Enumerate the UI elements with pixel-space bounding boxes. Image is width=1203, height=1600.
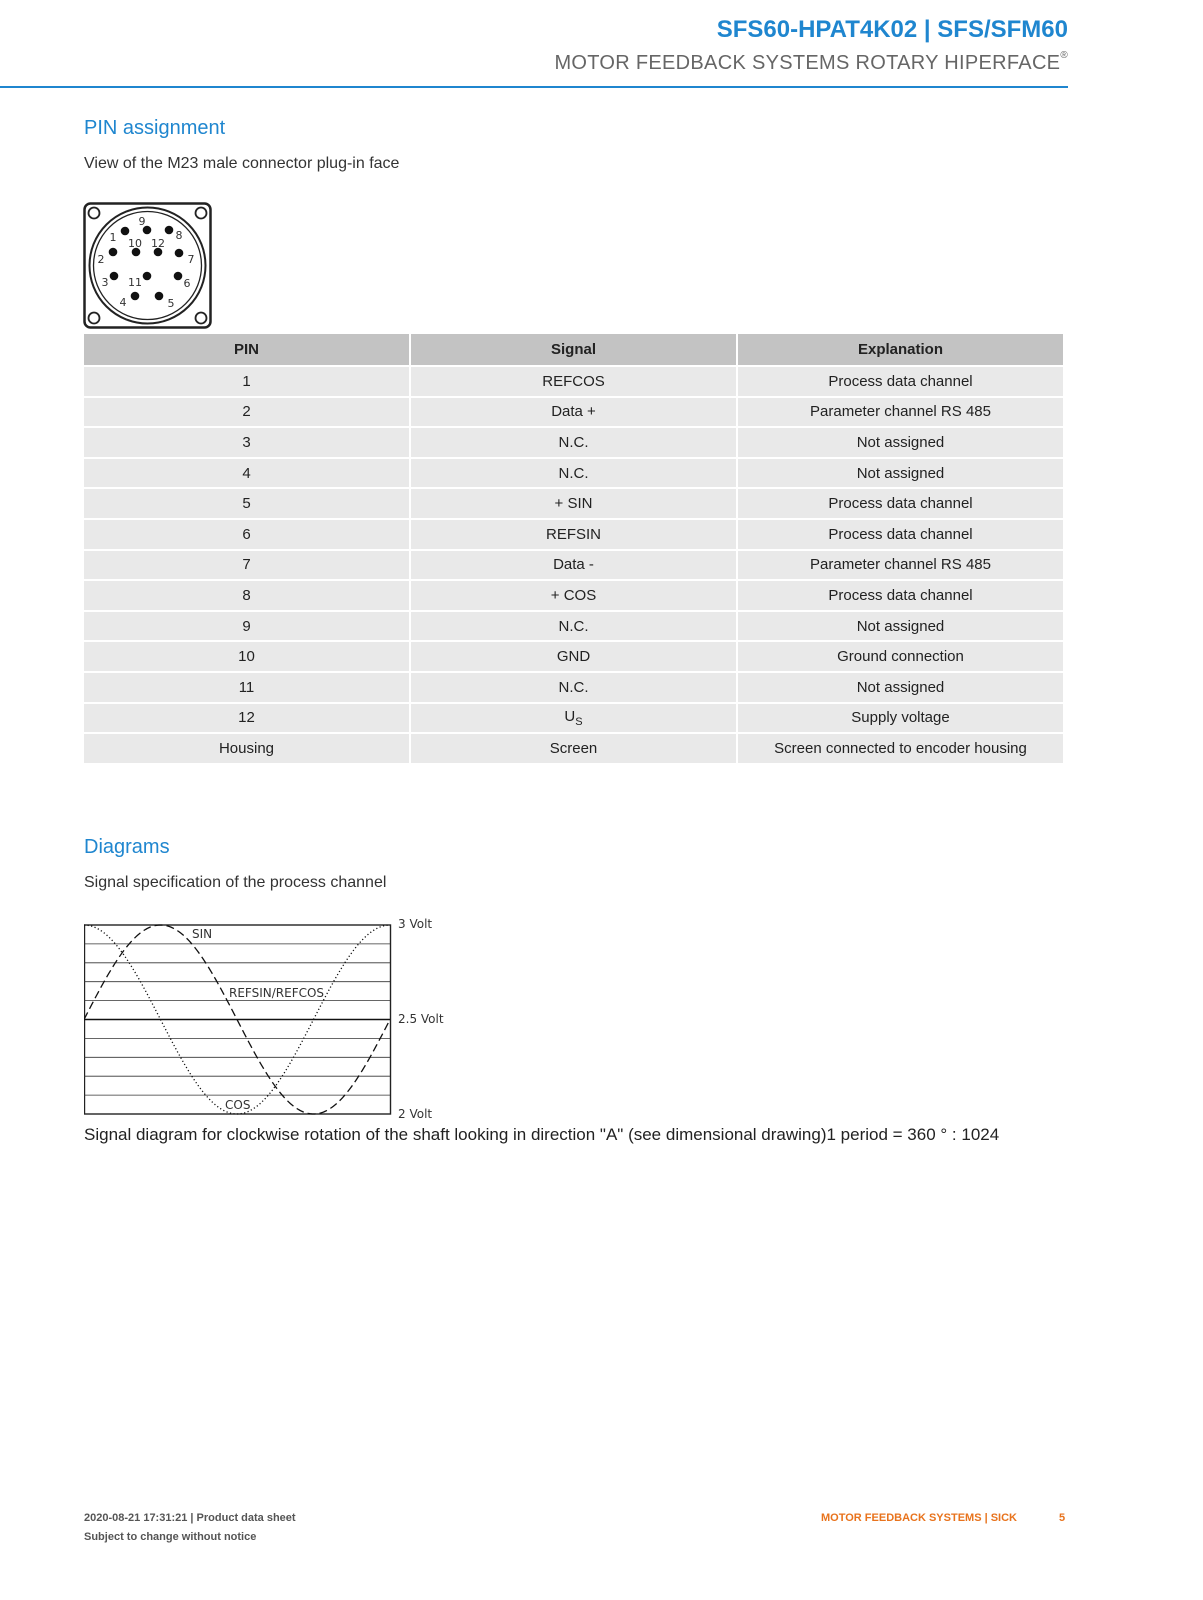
- pin-number-label: 2: [97, 253, 105, 266]
- series-label: REFSIN/REFCOS: [229, 986, 325, 1000]
- explanation-cell: Not assigned: [738, 428, 1063, 457]
- pin-3-contact: [110, 272, 119, 281]
- pin-assignment-title: PIN assignment: [84, 117, 226, 139]
- pin-cell: 7: [84, 551, 409, 580]
- pin-number-label: 1: [109, 231, 117, 244]
- pin-1-contact: [121, 227, 130, 236]
- signal-name: + COS: [550, 586, 597, 604]
- signal-cell: [411, 704, 736, 733]
- signal-name: N.C.: [558, 678, 589, 696]
- footer-disclaimer: Subject to change without notice: [84, 1531, 257, 1543]
- diagram-note: Signal diagram for clockwise rotation of the shaft looking in direction "A" (see dimensional drawing)1 period = 360 ° : 1024: [84, 1125, 1000, 1144]
- pin-6-contact: [174, 272, 183, 281]
- product-subtitle: [554, 52, 1068, 75]
- mounting-hole-bottom-right: [196, 313, 207, 324]
- diagrams-title: Diagrams: [84, 836, 170, 858]
- explanation-cell: Supply voltage: [738, 704, 1063, 733]
- signal-cell: [411, 520, 736, 549]
- pin-cell: 9: [84, 612, 409, 641]
- signal-subscript: S: [575, 715, 583, 728]
- signal-name: Data -: [553, 556, 594, 574]
- registered-mark: ®: [1060, 50, 1068, 61]
- table-row: [84, 734, 1063, 763]
- explanation-cell: Parameter channel RS 485: [738, 398, 1063, 427]
- explanation-cell: Not assigned: [738, 459, 1063, 488]
- pin-number-label: 8: [175, 229, 183, 242]
- pin-cell: 5: [84, 489, 409, 518]
- table-row: [84, 581, 1063, 610]
- table-row: [84, 704, 1063, 733]
- pin-cell: Housing: [84, 734, 409, 763]
- signal-name: N.C.: [558, 464, 589, 482]
- table-row: [84, 551, 1063, 580]
- pin-assignment-table: [82, 332, 1065, 765]
- signal-name: N.C.: [558, 617, 589, 635]
- y-tick-label: 2 Volt: [398, 1107, 433, 1121]
- signal-name: Data +: [551, 403, 596, 421]
- pin-cell: 3: [84, 428, 409, 457]
- signal-name: Screen: [549, 739, 598, 757]
- signal-name: U: [564, 707, 576, 725]
- column-header-pin: PIN: [84, 334, 409, 365]
- pin-number-label: 11: [128, 276, 142, 289]
- diagram-caption: Signal specification of the process channel: [84, 874, 387, 891]
- table-row: [84, 398, 1063, 427]
- signal-name: + SIN: [554, 495, 593, 513]
- pin-number-label: 6: [183, 277, 191, 290]
- explanation-cell: Process data channel: [738, 489, 1063, 518]
- explanation-cell: Screen connected to encoder housing: [738, 734, 1063, 763]
- signal-cell: [411, 367, 736, 396]
- pin-cell: 12: [84, 704, 409, 733]
- product-subtitle-text: MOTOR FEEDBACK SYSTEMS ROTARY HIPERFACE: [554, 52, 1061, 74]
- pin-number-label: 9: [138, 215, 146, 228]
- m23-connector-diagram: [83, 202, 213, 330]
- pin-2-contact: [109, 248, 118, 257]
- connector-caption: View of the M23 male connector plug-in face: [84, 155, 400, 172]
- pin-number-label: 10: [128, 237, 142, 250]
- pin-number-label: 4: [119, 296, 127, 309]
- pin-cell: 2: [84, 398, 409, 427]
- signal-cell: [411, 642, 736, 671]
- pin-number-label: 3: [101, 276, 109, 289]
- signal-cell: [411, 428, 736, 457]
- pin-7-contact: [175, 249, 184, 258]
- pin-number-label: 12: [151, 237, 165, 250]
- series-label: COS: [225, 1098, 251, 1112]
- table-row: [84, 489, 1063, 518]
- pin-cell: 4: [84, 459, 409, 488]
- pin-4-contact: [131, 292, 140, 301]
- pin-cell: 11: [84, 673, 409, 702]
- footer-brand: MOTOR FEEDBACK SYSTEMS | SICK: [821, 1512, 1018, 1524]
- table-row: [84, 459, 1063, 488]
- explanation-cell: Process data channel: [738, 581, 1063, 610]
- signal-cell: [411, 489, 736, 518]
- signal-name: N.C.: [558, 433, 589, 451]
- column-header-signal: Signal: [411, 334, 736, 365]
- page-number: 5: [1059, 1512, 1066, 1524]
- explanation-cell: Parameter channel RS 485: [738, 551, 1063, 580]
- footer-timestamp: 2020-08-21 17:31:21 | Product data sheet: [84, 1512, 296, 1524]
- signal-name: GND: [556, 648, 591, 666]
- mounting-hole-top-left: [89, 208, 100, 219]
- mounting-hole-bottom-left: [89, 313, 100, 324]
- y-tick-label: 3 Volt: [398, 917, 433, 931]
- y-tick-label: 2.5 Volt: [398, 1012, 444, 1026]
- pin-11-contact: [143, 272, 152, 281]
- pin-8-contact: [165, 226, 174, 235]
- pin-number-label: 7: [187, 253, 195, 266]
- column-header-explanation: Explanation: [738, 334, 1063, 365]
- explanation-cell: Process data channel: [738, 520, 1063, 549]
- explanation-cell: Not assigned: [738, 612, 1063, 641]
- table-row: [84, 428, 1063, 457]
- signal-cell: [411, 612, 736, 641]
- mounting-hole-top-right: [196, 208, 207, 219]
- table-header-row: [84, 334, 1063, 365]
- pin-number-label: 5: [167, 297, 175, 310]
- signal-cell: [411, 459, 736, 488]
- signal-cell: [411, 673, 736, 702]
- pin-5-contact: [155, 292, 164, 301]
- pin-cell: 6: [84, 520, 409, 549]
- table-row: [84, 612, 1063, 641]
- series-label: SIN: [192, 927, 213, 941]
- explanation-cell: Not assigned: [738, 673, 1063, 702]
- signal-cell: [411, 581, 736, 610]
- pin-cell: 10: [84, 642, 409, 671]
- table-row: [84, 520, 1063, 549]
- table-row: [84, 673, 1063, 702]
- table-row: [84, 642, 1063, 671]
- page-header: [0, 0, 1068, 88]
- pin-cell: 8: [84, 581, 409, 610]
- signal-cell: [411, 398, 736, 427]
- product-title: SFS60-HPAT4K02 | SFS/SFM60: [716, 16, 1068, 43]
- table-row: [84, 367, 1063, 396]
- signal-name: REFCOS: [542, 372, 605, 390]
- explanation-cell: Process data channel: [738, 367, 1063, 396]
- signal-cell: [411, 734, 736, 763]
- signal-chart: [84, 915, 444, 1125]
- signal-cell: [411, 551, 736, 580]
- signal-name: REFSIN: [545, 525, 601, 543]
- pin-cell: 1: [84, 367, 409, 396]
- explanation-cell: Ground connection: [738, 642, 1063, 671]
